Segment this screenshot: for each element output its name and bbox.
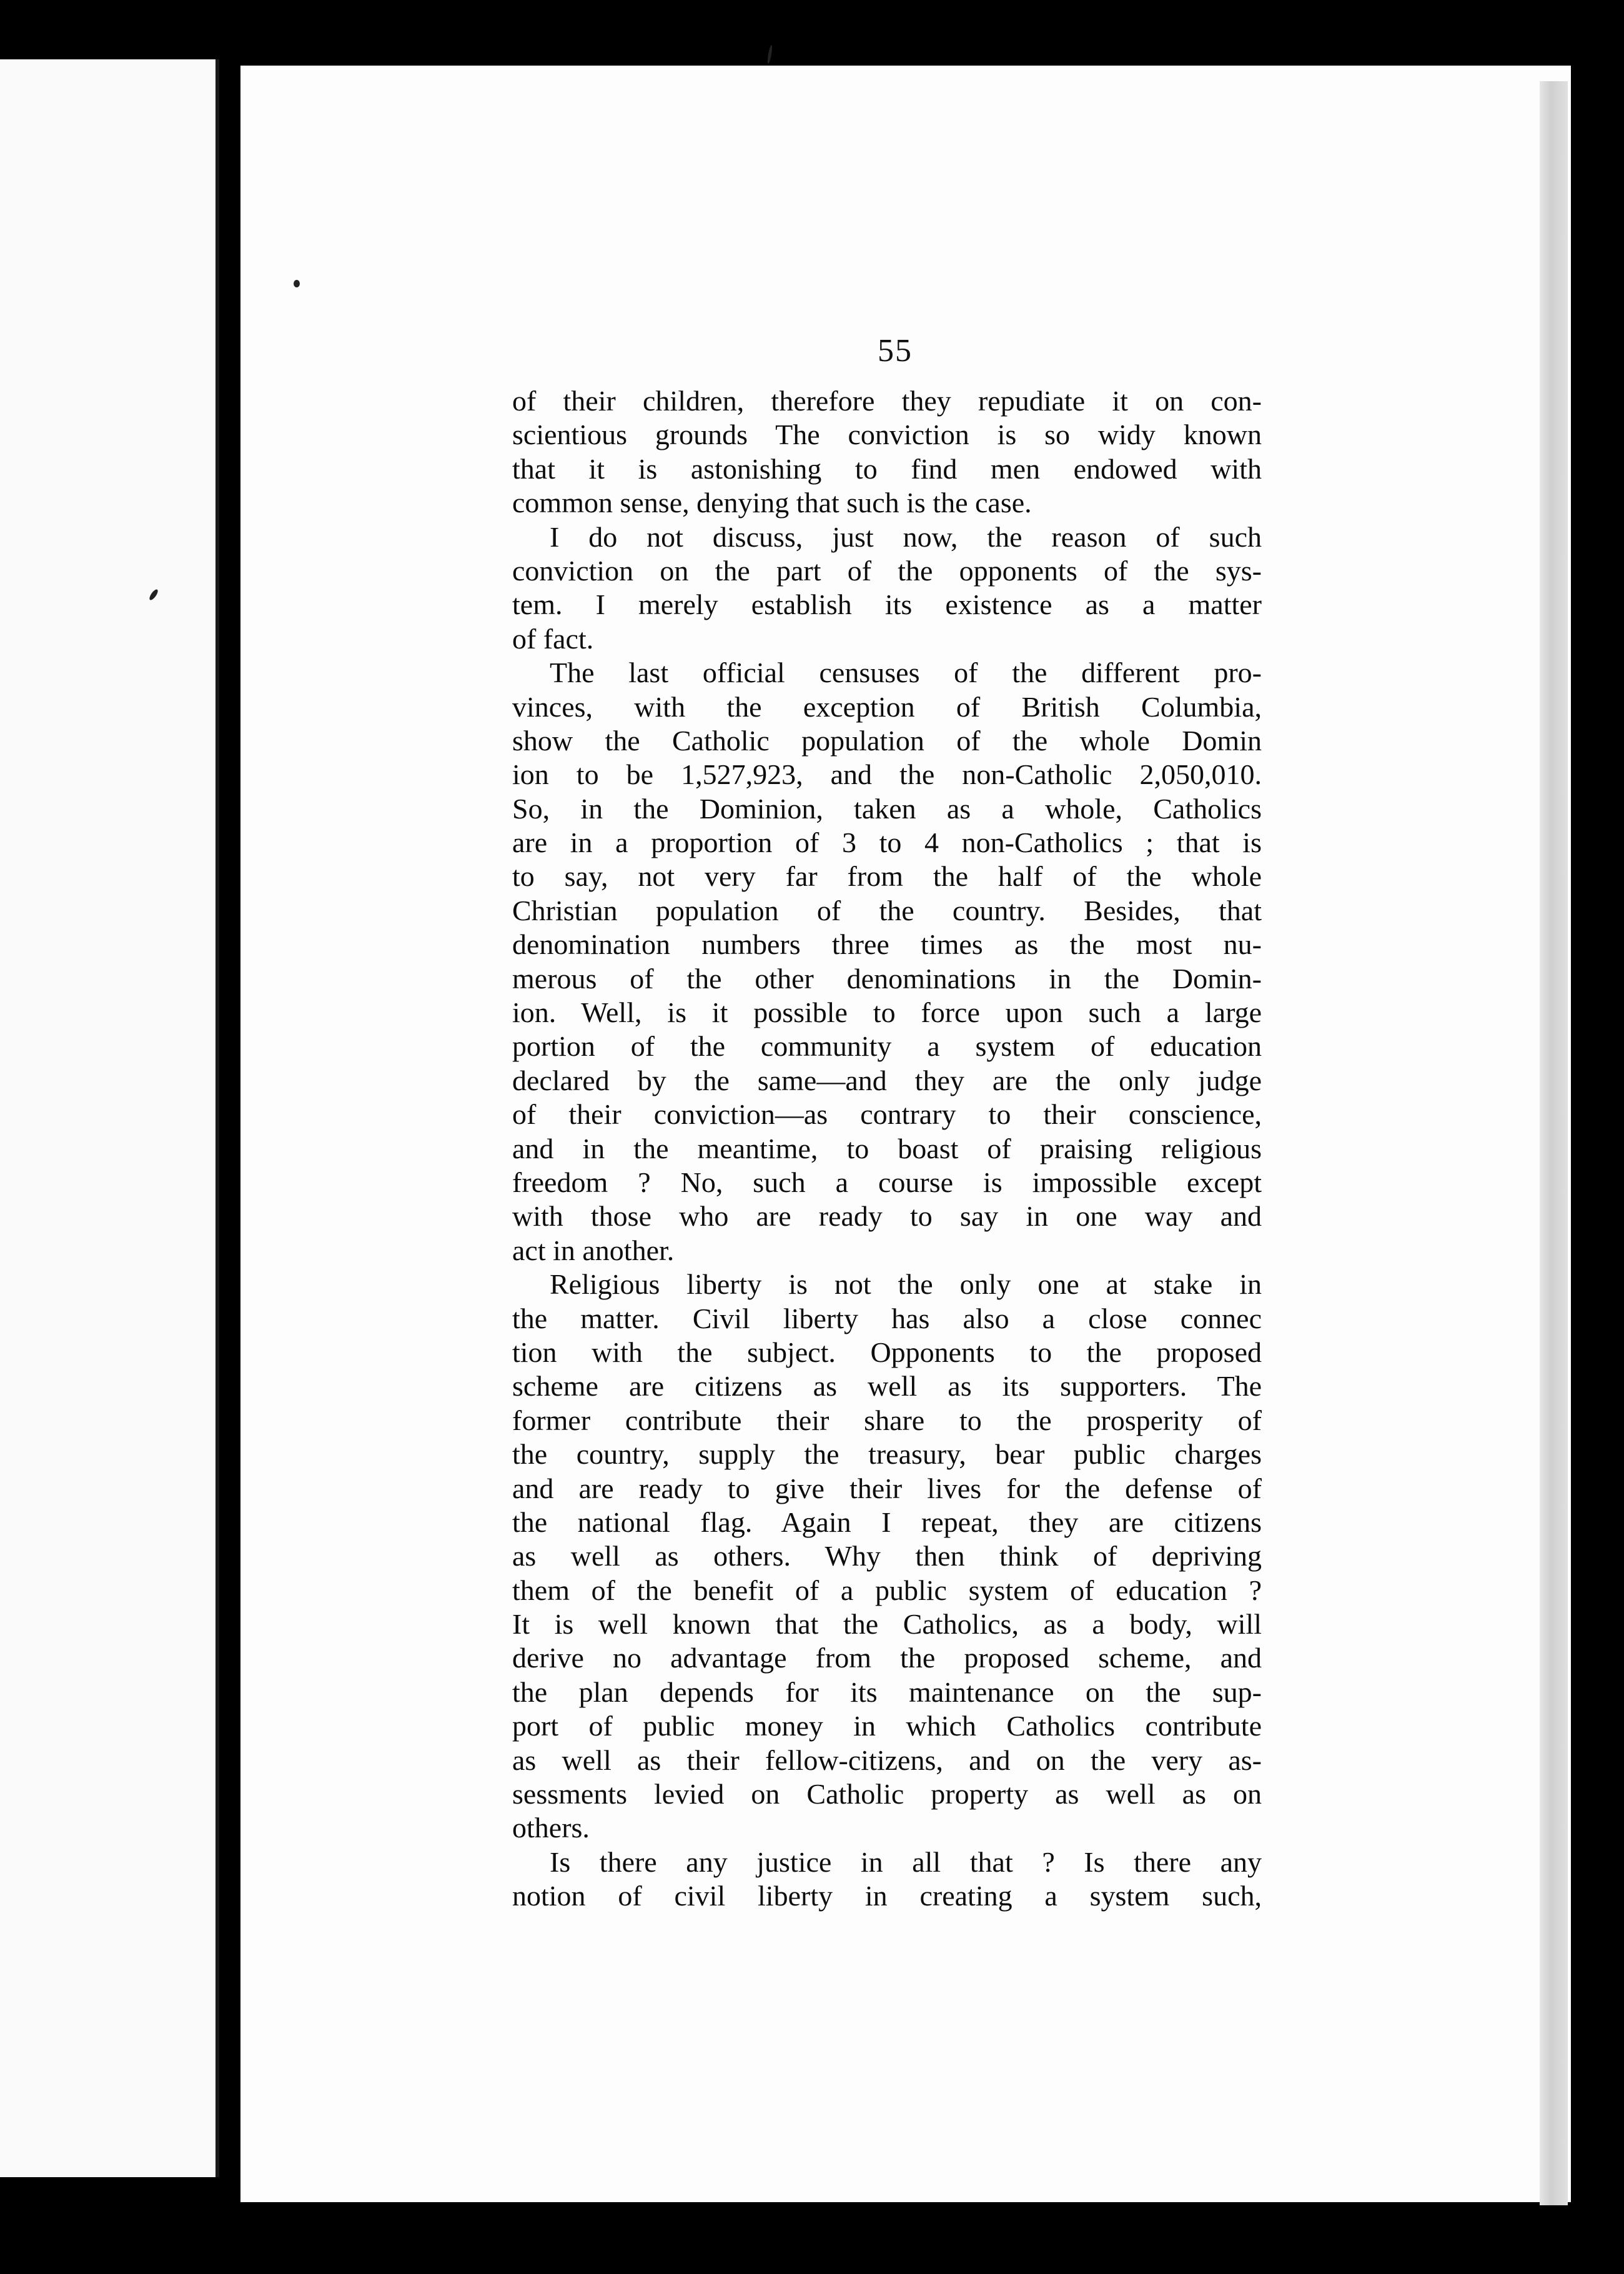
text-line: that it is astonishing to find men endowed with <box>512 452 1262 485</box>
text-line: vinces, with the exception of British Columbia, <box>512 690 1262 723</box>
text-line: port of public money in which Catholics contribute <box>512 1710 1262 1742</box>
text-line: as well as their fellow-citizens, and on the very as- <box>512 1744 1262 1776</box>
text-line: are in a proportion of 3 to 4 non-Catholics ; that is <box>512 827 1262 859</box>
text-line: derive no advantage from the proposed scheme, and <box>512 1642 1262 1674</box>
text-line: sessments levied on Catholic property as well as on <box>512 1778 1262 1810</box>
text-line: former contribute their share to the prosperity of <box>512 1404 1262 1436</box>
text-line: Religious liberty is not the only one at stake in <box>550 1268 1262 1301</box>
text-line: tem. I merely establish its existence as a matter <box>512 588 1262 621</box>
text-line: the national flag. Again I repeat, they are citizens <box>512 1506 1262 1538</box>
ink-speck <box>766 45 773 64</box>
text-line: of fact. <box>512 622 594 655</box>
text-line: ion. Well, is it possible to force upon such a large <box>512 996 1262 1029</box>
text-line: merous of the other denominations in the Domin- <box>512 962 1262 995</box>
page-edge <box>1540 81 1568 2205</box>
text-line: So, in the Dominion, taken as a whole, Catholics <box>512 792 1262 825</box>
text-line: I do not discuss, just now, the reason of such <box>550 520 1262 553</box>
text-line: scientious grounds The conviction is so widy known <box>512 419 1262 451</box>
ink-speck <box>294 280 300 287</box>
text-line: others. <box>512 1812 590 1844</box>
text-line: declared by the same—and they are the only judge <box>512 1064 1262 1096</box>
text-line: to say, not very far from the half of the whole <box>512 860 1262 893</box>
text-line: tion with the subject. Opponents to the proposed <box>512 1336 1262 1368</box>
text-line: the country, supply the treasury, bear public charges <box>512 1438 1262 1471</box>
text-line: portion of the community a system of education <box>512 1030 1262 1063</box>
text-line: ion to be 1,527,923, and the non-Catholic 2,050,010. <box>512 758 1262 791</box>
text-line: scheme are citizens as well as its supporters. The <box>512 1370 1262 1403</box>
text-line: the plan depends for its maintenance on the sup- <box>512 1676 1262 1708</box>
text-line: It is well known that the Catholics, as a body, will <box>512 1608 1262 1641</box>
body-text <box>512 384 1262 1914</box>
text-line: act in another. <box>512 1234 675 1266</box>
text-line: The last official censuses of the different pro- <box>550 657 1262 689</box>
text-line: conviction on the part of the opponents of the sys- <box>512 554 1262 587</box>
text-line: of their children, therefore they repudiate it on con- <box>512 385 1262 417</box>
text-line: notion of civil liberty in creating a system such, <box>512 1880 1262 1912</box>
text-line: common sense, denying that such is the case. <box>512 487 1032 519</box>
text-line: Is there any justice in all that ? Is there any <box>550 1845 1262 1878</box>
text-line: the matter. Civil liberty has also a close connec <box>512 1302 1262 1334</box>
page-number: 55 <box>878 333 913 369</box>
text-line: denomination numbers three times as the most nu- <box>512 928 1262 961</box>
text-line: and are ready to give their lives for the defense of <box>512 1472 1262 1504</box>
text-line: and in the meantime, to boast of praising religious <box>512 1132 1262 1164</box>
text-line: Christian population of the country. Besides, that <box>512 894 1262 926</box>
left-page <box>0 59 219 2177</box>
text-line: of their conviction—as contrary to their conscience, <box>512 1098 1262 1131</box>
text-line: them of the benefit of a public system of education ? <box>512 1574 1262 1606</box>
text-line: freedom ? No, such a course is impossible except <box>512 1166 1262 1198</box>
text-line: as well as others. Why then think of depriving <box>512 1540 1262 1572</box>
text-line: show the Catholic population of the whole Domin <box>512 724 1262 757</box>
text-line: with those who are ready to say in one way and <box>512 1200 1262 1233</box>
